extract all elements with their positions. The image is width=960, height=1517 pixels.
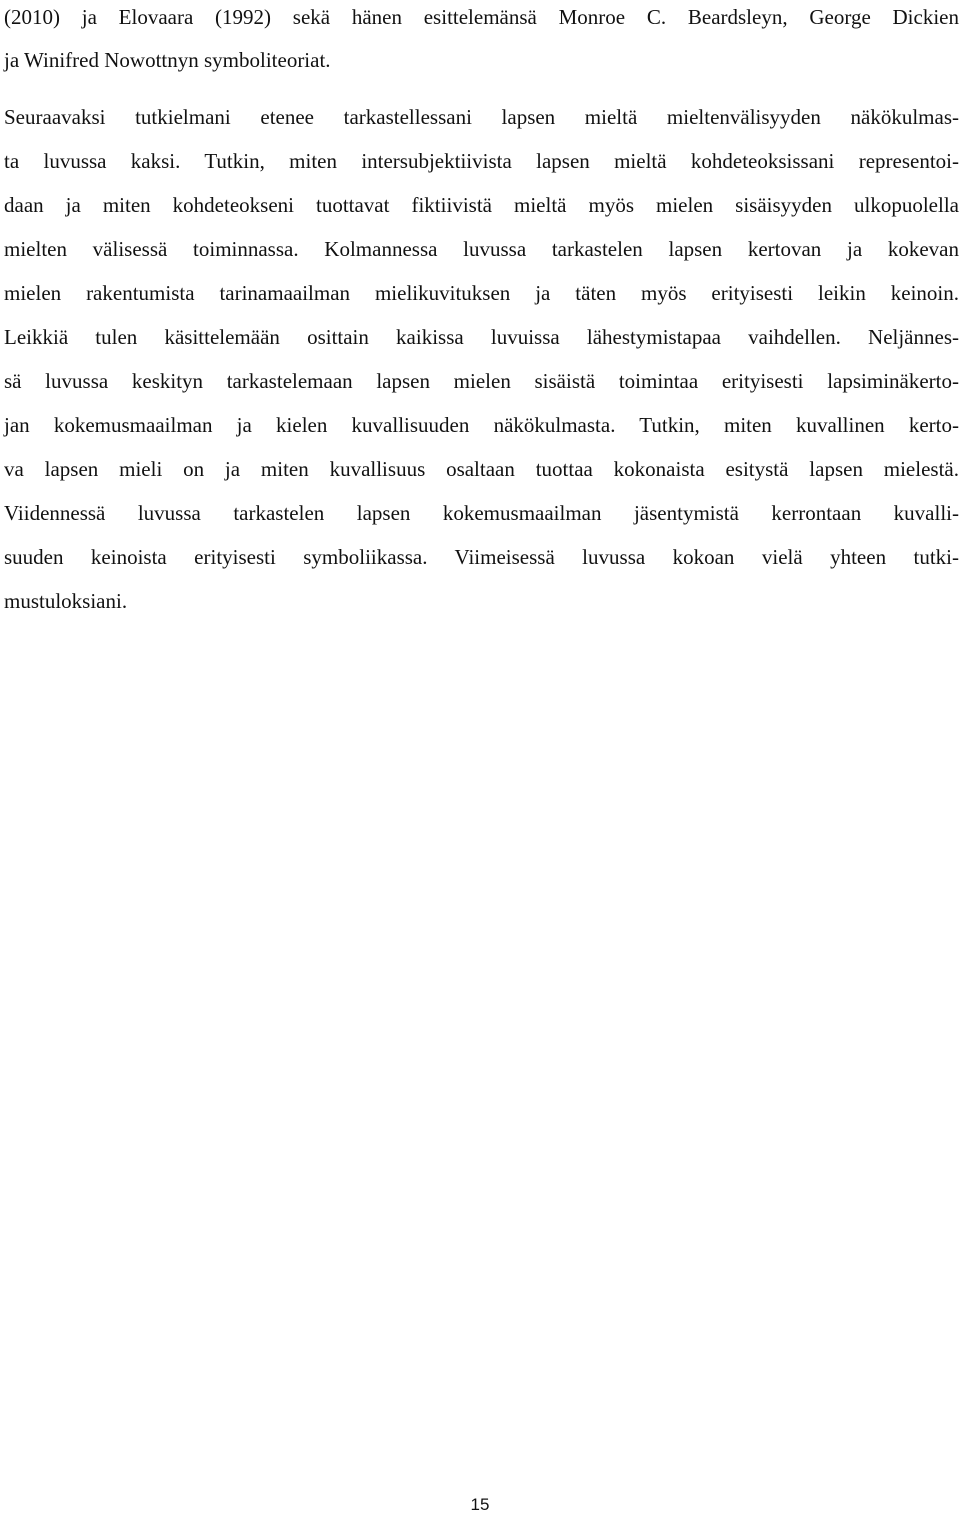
paragraph-line: ja Winifred Nowottnyn symboliteoriat. (4, 48, 331, 72)
paragraph-line: daan ja miten kohdeteokseni tuottavat fiktiivistä mieltä myös mielen sisäisyyden ulkopuolella (4, 193, 959, 217)
paragraph-line: mielen rakentumista tarinamaailman mielikuvituksen ja täten myös erityisesti leikin keinoin. (4, 281, 959, 305)
paragraph-line: Leikkiä tulen käsittelemään osittain kaikissa luvuissa lähestymistapaa vaihdellen. Neljännes- (4, 325, 959, 349)
paragraph-line: (2010) ja Elovaara (1992) sekä hänen esittelemänsä Monroe C. Beardsleyn, George Dickien (4, 5, 959, 29)
paragraph-line: va lapsen mieli on ja miten kuvallisuus osaltaan tuottaa kokonaista esitystä lapsen mielestä. (4, 457, 959, 481)
paragraph-line: ta luvussa kaksi. Tutkin, miten intersubjektiivista lapsen mieltä kohdeteoksissani representoi- (4, 149, 959, 173)
paragraph-line: mielten välisessä toiminnassa. Kolmannessa luvussa tarkastelen lapsen kertovan ja kokevan (4, 237, 959, 261)
paragraph-line: mustuloksiani. (4, 589, 128, 613)
paragraph-line: jan kokemusmaailman ja kielen kuvallisuuden näkökulmasta. Tutkin, miten kuvallinen kerto- (4, 413, 959, 437)
paragraph-line: suuden keinoista erityisesti symboliikassa. Viimeisessä luvussa kokoan vielä yhteen tutki- (4, 545, 959, 569)
paragraph-line: sä luvussa keskityn tarkastelemaan lapsen mielen sisäistä toimintaa erityisesti lapsiminäkerto- (4, 369, 959, 393)
paragraph-line: Seuraavaksi tutkielmani etenee tarkastellessani lapsen mieltä mieltenvälisyyden näkökulmas- (4, 105, 959, 129)
page-number: 15 (470, 1495, 490, 1514)
paragraph-line: Viidennessä luvussa tarkastelen lapsen kokemusmaailman jäsentymistä kerrontaan kuvalli- (4, 501, 959, 525)
